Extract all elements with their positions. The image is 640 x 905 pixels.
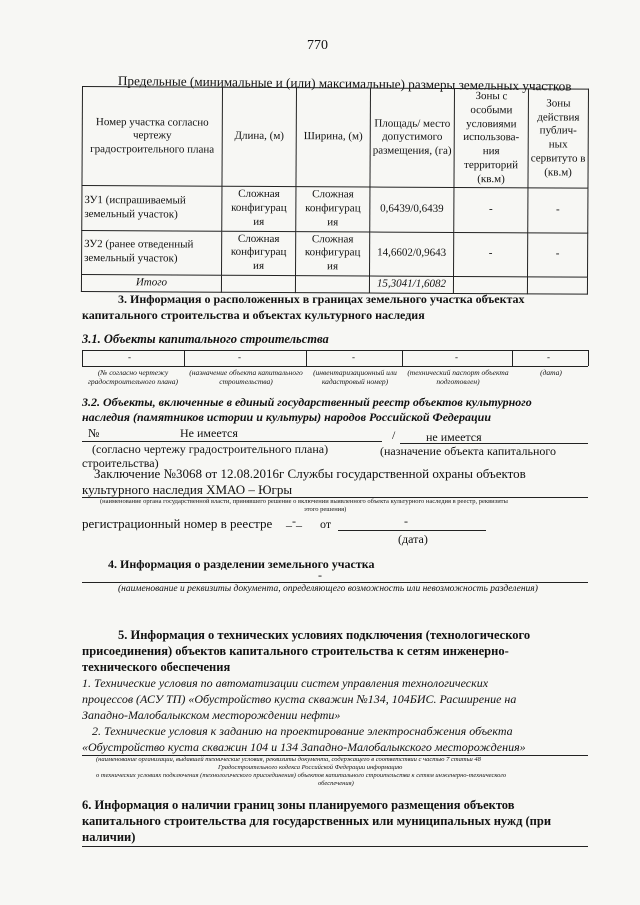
objects-row-bottom-line xyxy=(82,366,588,367)
section4-heading: 4. Информация о разделении земельного участка xyxy=(108,557,375,571)
table-cell: - xyxy=(528,232,588,277)
header-servitude-zones: Зоны действия публич- ных сервитуто в (кв.м) xyxy=(528,89,589,189)
table-cell xyxy=(221,275,295,292)
not-available-value: Не имеется xyxy=(180,426,238,440)
number-sign: № xyxy=(88,426,100,440)
section6-heading-line3: наличии) xyxy=(82,830,136,844)
conclusion-line2: культурного наследия ХМАО – Югры xyxy=(82,482,293,497)
registration-value: _-_ xyxy=(286,514,302,528)
table-cell: Сложная конфигурац ия xyxy=(296,187,370,232)
table-title: Предельные (минимальные и (или) максимальные) размеры земельных участков xyxy=(117,73,572,94)
section6-underline xyxy=(82,846,588,847)
header-length: Длина, (м) xyxy=(222,87,297,187)
section32-heading xyxy=(82,395,532,425)
section3-heading-line1: 3. Информация о расположенных в границах земельного участка объектах xyxy=(118,292,525,306)
section4-value: - xyxy=(318,568,322,582)
caption-object-number: (№ согласно чертежу градостроительного плана) xyxy=(87,368,179,386)
table-cell: 14,6602/0,9643 xyxy=(370,232,454,277)
conclusion-line1: Заключение №3068 от 12.08.2016г Службы государственной охраны объектов xyxy=(94,466,526,481)
table-total-row xyxy=(81,274,587,293)
table-cell: - xyxy=(454,188,528,233)
section32-heading-line1: 3.2. Объекты, включенные в единый государственный реестр объектов культурного xyxy=(82,395,532,409)
object-purpose-value: - xyxy=(238,352,241,362)
total-value: 15,3041/1,6082 xyxy=(369,276,453,293)
header-width: Ширина, (м) xyxy=(296,88,371,188)
date-caption: (дата) xyxy=(398,532,428,546)
section4-underline xyxy=(82,582,588,583)
header-area: Площадь/ место допустимого размещения, (га) xyxy=(370,88,455,188)
table-row xyxy=(82,186,588,233)
header-plot-number: Номер участка согласно чертежу градостроительного плана xyxy=(82,87,223,187)
authority-caption-cont: этого решения) xyxy=(304,506,347,513)
caption-per-drawing: (согласно чертежу градостроительного плана) xyxy=(92,442,329,456)
authority-caption: (наименование органа государственной власти, принявшего решение о включении выявленного объекта культурного наследия в реестр, реквизиты xyxy=(100,498,508,505)
tech-caption-line1: (наименование организации, выдавшей технические условия, реквизиты документа, содержащего в соответствии с частью 7 статьи 48 xyxy=(96,756,481,763)
table-cell xyxy=(295,275,369,292)
from-label: от xyxy=(320,517,332,531)
table-cell: Сложная конфигурац ия xyxy=(222,231,296,276)
objects-row-divider xyxy=(512,350,513,366)
table-row xyxy=(82,230,588,277)
not-available-value-2: не имеется xyxy=(426,430,482,444)
tech-caption-line4: обеспечения) xyxy=(318,780,354,787)
table-cell: ЗУ1 (испрашиваемый земельный участок) xyxy=(82,186,222,231)
table-cell: 0,6439/0,6439 xyxy=(370,187,454,232)
objects-row-divider xyxy=(184,350,185,366)
table-header-row xyxy=(82,87,589,189)
section6-heading-line2: капитального строительства для государственных или муниципальных нужд (при xyxy=(82,814,552,828)
table-cell xyxy=(527,277,587,294)
page-number: 770 xyxy=(307,38,328,53)
table-cell: - xyxy=(528,188,588,233)
table-cell: ЗУ2 (ранее отведенный земельный участок) xyxy=(82,230,222,275)
registration-date-value: - xyxy=(404,514,408,528)
caption-technical-passport: (технический паспорт объекта подготовлен) xyxy=(407,368,509,386)
section3-heading-line2: капитального строительства и объектах культурного наследия xyxy=(82,308,425,322)
tech-condition-2-line2: «Обустройство куста скважин 104 и 134 Западно-Малобалыкского месторождения» xyxy=(82,740,526,754)
objects-row-divider xyxy=(306,350,307,366)
land-plot-table xyxy=(81,86,589,294)
tech-caption-line3: о технических условиях подключения (технологического присоединения) объектов капитального строительства к сетям инженерно-технического xyxy=(96,772,507,779)
object-date-value: - xyxy=(547,352,550,362)
slash-separator: / xyxy=(392,428,396,442)
object-number-value: - xyxy=(128,352,131,362)
object-cadastral-value: - xyxy=(352,352,355,362)
objects-row-divider xyxy=(82,350,83,366)
table-cell xyxy=(453,276,527,293)
caption-cadastral-number: (инвентаризационный или кадастровый номер) xyxy=(313,368,397,386)
tech-condition-2-line1: 2. Технические условия к заданию на проектирование электроснабжения объекта xyxy=(92,724,513,738)
section4-caption: (наименование и реквизиты документа, определяющего возможность или невозможность разделения) xyxy=(118,584,538,594)
caption-object-purpose-2: (назначение объекта капитального xyxy=(380,444,556,458)
section31-heading: 3.1. Объекты капитального строительства xyxy=(82,332,329,346)
section5-heading-line2: присоединения) объектов капитального строительства к сетям инженерно- xyxy=(82,644,509,658)
tech-condition-1-line2: процессов (АСУ ТП) «Обустройство куста скважин №134, 104БИС. Расширение на xyxy=(82,692,517,706)
header-special-zones: Зоны с особыми условиями использова- ния территорий (кв.м) xyxy=(454,88,529,188)
table-cell: Сложная конфигурац ия xyxy=(296,231,370,276)
objects-row-divider xyxy=(588,350,589,366)
section5-heading-line3: технического обеспечения xyxy=(82,660,231,674)
total-label: Итого xyxy=(81,274,221,291)
registration-date-underline xyxy=(338,530,486,531)
table-cell: - xyxy=(454,232,528,277)
section6-heading-line1: 6. Информация о наличии границ зоны планируемого размещения объектов xyxy=(82,798,515,812)
tech-condition-1-line1: 1. Технические условия по автоматизации систем управления технологических xyxy=(82,676,489,690)
registration-label: регистрационный номер в реестре xyxy=(82,516,273,531)
table-cell: Сложная конфигурац ия xyxy=(222,186,296,231)
section32-heading-line2: наследия (памятников истории и культуры) народов Российской Федерации xyxy=(82,410,492,424)
caption-date: (дата) xyxy=(540,368,562,377)
caption-object-purpose: (назначение объекта капитального строительства) xyxy=(189,368,303,386)
objects-row-divider xyxy=(402,350,403,366)
section5-heading-line1: 5. Информация о технических условиях подключения (технологического xyxy=(118,628,531,642)
caption-object-purpose-2-cont: строительства) xyxy=(82,456,159,470)
tech-caption-line2: Градостроительного кодекса Российской Федерации информацию xyxy=(218,764,403,771)
object-passport-value: - xyxy=(455,352,458,362)
tech-condition-1-line3: Западно-Малобалыкском месторождении нефти» xyxy=(82,708,341,722)
